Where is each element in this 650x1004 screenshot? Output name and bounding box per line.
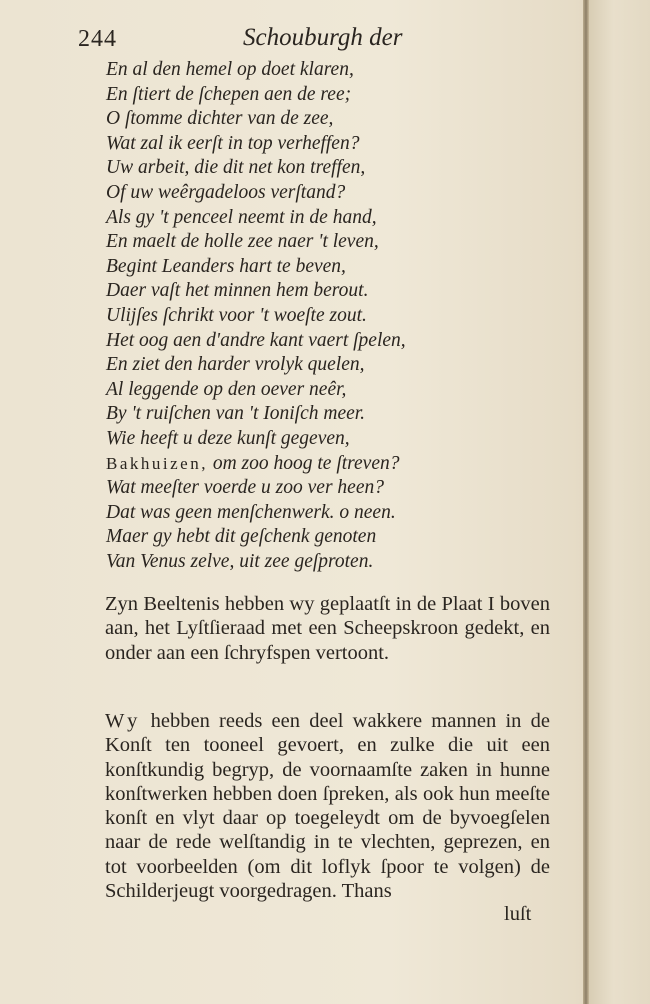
poem [106,58,526,574]
poem-line: Of uw weêrgadeloos verſtand? [106,181,346,203]
poem-name-smallcaps: Bakhuizen, [106,453,208,473]
poem-line: Daer vaſt het minnen hem berout. [106,280,369,302]
poem-line: Van Venus zelve, uit zee geſproten. [106,550,374,572]
poem-line: Dat was geen menſchenwerk. o neen. [106,501,396,523]
paragraph-body: hebben reeds een deel wakkere mannen in de Konſt ten tooneel gevoert, en zulke die uit een konſtkundig begryp, de voornaamſte zaken in hunne konſtwerken hebben doen ſpreken, als ook hun meeſte konſt en vlyt daar op toegeleydt om de byvoegſelen naar de rede welſtandig in te vlechten, geprezen, en tot voorbeelden (om dit loflyk ſpoor te volgen) de Schilderjeugt voorgedragen. Thans [105,710,550,903]
page-header [78,22,418,54]
running-head: Schouburgh der [243,24,403,51]
poem-line: Wie heeft u deze kunſt gegeven, [106,427,350,449]
poem-line: En ziet den harder vrolyk quelen, [106,354,365,376]
paragraph-lead-word: Wy [105,710,142,732]
poem-line: Als gy 't penceel neemt in de hand, [106,206,377,228]
poem-line: Maer gy hebt dit geſchenk genoten [106,526,377,548]
page-number: 244 [78,26,117,52]
poem-line: En ſtiert de ſchepen aen de ree; [106,83,352,105]
poem-line: Wat meeſter voerde u zoo ver heen? [106,477,384,499]
next-page-edge [589,0,650,1004]
poem-line: O ſtomme dichter van de zee, [106,108,334,130]
catchword: luſt [504,903,532,925]
paragraph-masters [105,709,550,903]
poem-line: Wat zal ik eerſt in top verheffen? [106,132,360,154]
poem-line: By 't ruiſchen van 't Ioniſch meer. [106,403,366,425]
poem-line: Ulijſes ſchrikt voor 't woeſte zout. [106,304,367,326]
poem-line: Begint Leanders hart te beven, [106,255,346,277]
paragraph-portrait: Zyn Beeltenis hebben wy geplaatſt in de Plaat I boven aan, het Lyſtſieraad met een Scheepskroon gedekt, en onder aan een ſchryfspen vertoont. [105,593,550,664]
poem-line-rest: om zoo hoog te ſtreven? [212,452,400,474]
poem-line: En al den hemel op doet klaren, [106,59,354,80]
poem-line: Uw arbeit, die dit net kon treffen, [106,157,366,179]
poem-line [106,452,526,477]
poem-line: Het oog aen d'andre kant vaert ſpelen, [106,329,406,351]
poem-line: En maelt de holle zee naer 't leven, [106,231,379,253]
poem-line: Al leggende op den oever neêr, [106,378,347,400]
